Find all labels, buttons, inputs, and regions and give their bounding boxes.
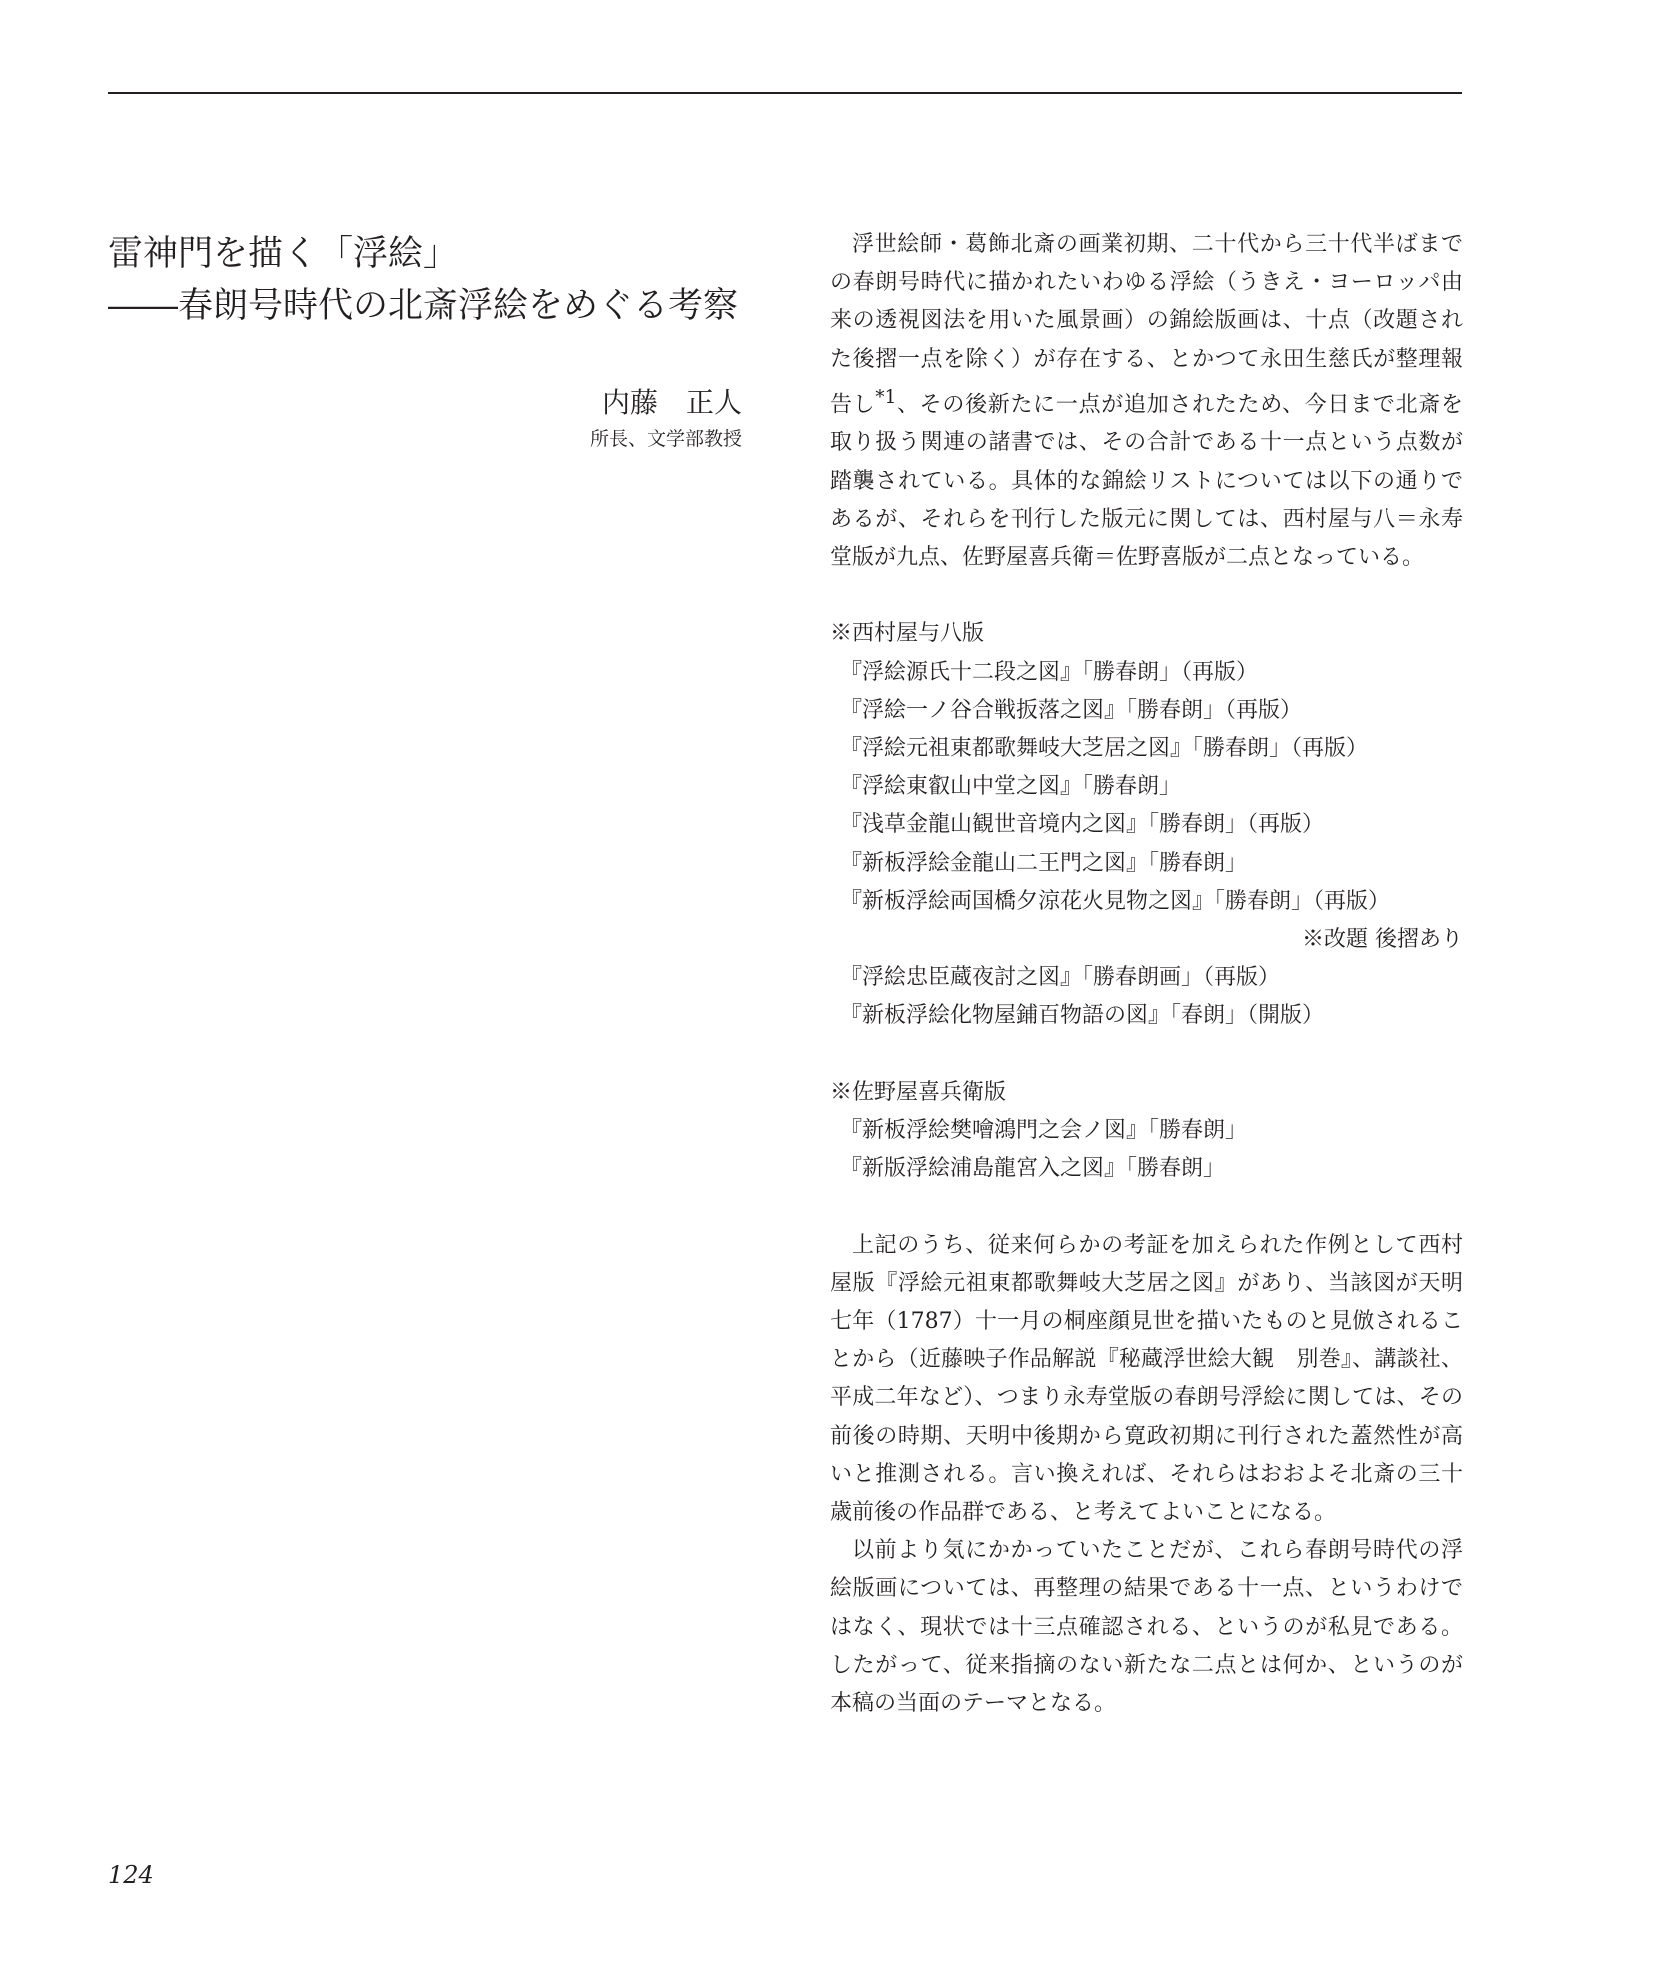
body-paragraph-3: 以前より気にかかっていたことだが、これら春朗号時代の浮絵版画については、再整理の結果である十一点、というわけではなく、現状では十三点確認される、というのが私見である。したがって、従来指摘のない新たな二点とは何か、というのが本稿の当面のテーマとなる。 (830, 1538, 1463, 1716)
list-note: ※改題 後摺あり (1302, 926, 1463, 952)
page-number: 124 (108, 1861, 154, 1889)
list-item: 『浮絵源氏十二段之図』「勝春朗」（再版） (840, 659, 1259, 685)
author-affiliation: 所長、文学部教授 (589, 428, 742, 450)
list-item: 『新板浮絵樊噲鴻門之会ノ図』「勝春朗」 (840, 1117, 1248, 1143)
list-heading-sanoya: ※佐野屋喜兵衛版 (830, 1079, 1007, 1105)
author-given-name: 正人 (685, 386, 742, 419)
list-item: 『浅草金龍山観世音境内之図』「勝春朗」（再版） (840, 812, 1325, 838)
list-item: 『新板浮絵両国橋夕涼花火見物之図』「勝春朗」（再版） (840, 888, 1391, 914)
list-item: 『浮絵東叡山中堂之図』「勝春朗」 (840, 774, 1182, 800)
list-item: 『新板浮絵金龍山二王門之図』「勝春朗」 (840, 850, 1248, 876)
list-item: 『浮絵忠臣蔵夜討之図』「勝春朗画」（再版） (840, 965, 1281, 991)
list-item: 『新板浮絵化物屋鋪百物語の図』「春朗」（開版） (840, 1003, 1325, 1029)
list-heading-nishimuraya: ※西村屋与八版 (830, 621, 985, 647)
intro-text-pre: 浮世絵師・葛飾北斎の画業初期、二十代から三十代半ばまでの春朗号時代に描かれたいわゆる浮絵（うきえ・ヨーロッパ由来の透視図法を用いた風景画）の錦絵版画は、十点（改題された後摺一点を除く）が存在する、とかつて永田生慈氏が整理報告し (830, 232, 1463, 418)
body-text (830, 226, 1463, 1723)
author-name (602, 384, 742, 422)
footnote-mark: *1 (875, 386, 897, 408)
intro-paragraph (830, 226, 1463, 577)
list-item: 『浮絵一ノ谷合戦扳落之図』「勝春朗」（再版） (840, 697, 1303, 723)
body-paragraph-2: 上記のうち、従来何らかの考証を加えられた作例として西村屋版『浮絵元祖東都歌舞岐大芝居之図』があり、当該図が天明七年（1787）十一月の桐座顔見世を描いたものと見倣されることから（近藤映子作品解説『秘蔵浮世絵大観 別巻』、講談社、平成二年など）、つまり永寿堂版の春朗号浮絵に関しては、その前後の時期、天明中後期から寛政初期に刊行された蓋然性が高いと推測される。言い換えれば、それらはおおよそ北斎の三十歳前後の作品群である、と考えてよいことになる。 (830, 1232, 1463, 1525)
header-rule (108, 92, 1462, 94)
list-item: 『新版浮絵浦島龍宮入之図』「勝春朗」 (840, 1156, 1226, 1182)
article-subtitle: ――春朗号時代の北斎浮絵をめぐる考察 (108, 286, 739, 326)
article-title: 雷神門を描く「浮絵」 (108, 234, 459, 274)
intro-text-post: 、その後新たに一点が追加されたため、今日まで北斎を取り扱う関連の諸書では、その合計である十一点という点数が踏襲されている。具体的な錦絵リストについては以下の通りであるが、それらを刊行した版元に関しては、西村屋与八＝永寿堂版が九点、佐野屋喜兵衛＝佐野喜版が二点となっている。 (830, 392, 1463, 570)
author-family-name: 内藤 (601, 386, 658, 419)
list-item: 『浮絵元祖東都歌舞岐大芝居之図』「勝春朗」（再版） (840, 735, 1369, 761)
